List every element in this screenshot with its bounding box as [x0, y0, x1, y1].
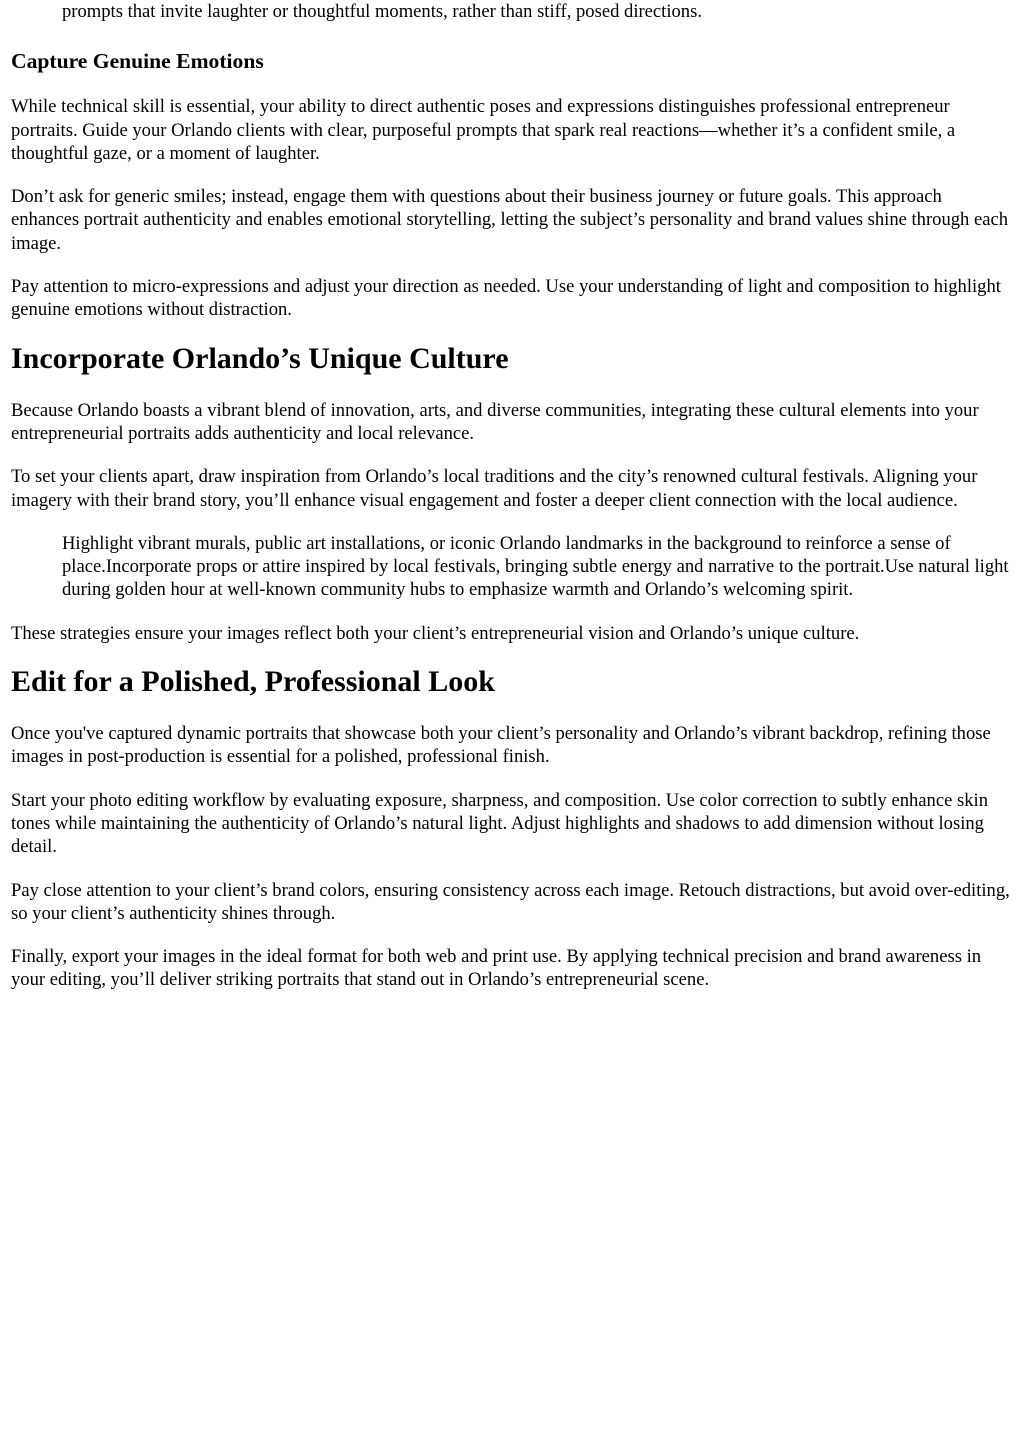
paragraph-edit-1: Once you've captured dynamic portraits that showcase both your client’s personality and Orlando’s vibrant backdrop, refining those images in post-production is essential for a polished, professional finish. [11, 723, 991, 768]
paragraph-edit-3: Pay close attention to your client’s brand colors, ensuring consistency across each image. Retouch distractions, but avoid over-editing, so your client’s authenticity shines through. [11, 879, 1010, 924]
paragraph-edit-4: Finally, export your images in the ideal format for both web and print use. By applying technical precision and brand awareness in your editing, you’ll deliver striking portraits that stand out in Orlando’s entrepreneurial scene. [11, 946, 982, 991]
paragraph-emotions-3: Pay attention to micro-expressions and adjust your direction as needed. Use your understanding of light and composition to highlight genuine emotions without distraction. [11, 276, 1001, 321]
paragraph-edit-2: Start your photo editing workflow by evaluating exposure, sharpness, and composition. Use color correction to subtly enhance skin tones while maintaining the authenticity of Orlando’s natural light. Adjust highlights and shadows to add dimension without losing detail. [11, 789, 988, 858]
heading-capture-emotions: Capture Genuine Emotions [11, 49, 264, 74]
paragraph-culture-1: Because Orlando boasts a vibrant blend of innovation, arts, and diverse communities, integrating these cultural elements into your entrepreneurial portraits adds authenticity and local relevance. [11, 399, 979, 444]
intro-fragment: prompts that invite laughter or thoughtful moments, rather than stiff, posed directions. [62, 1, 702, 22]
article-body [11, 0, 1011, 992]
culture-strategies-list: Highlight vibrant murals, public art installations, or iconic Orlando landmarks in the background to reinforce a sense of place.Incorporate props or attire inspired by local festivals, bringing subtle energy and narrative to the portrait.Use natural light during golden hour at well-known community hubs to emphasize warmth and Orlando’s welcoming spirit. [62, 532, 1009, 601]
heading-orlando-culture: Incorporate Orlando’s Unique Culture [11, 341, 509, 375]
paragraph-emotions-2: Don’t ask for generic smiles; instead, engage them with questions about their business journey or future goals. This approach enhances portrait authenticity and enables emotional storytelling, letting the subject’s personality and brand values shine through each image. [11, 186, 1009, 254]
heading-edit-polished: Edit for a Polished, Professional Look [11, 665, 495, 699]
paragraph-culture-closing: These strategies ensure your images reflect both your client’s entrepreneurial vision and Orlando’s unique culture. [11, 622, 860, 644]
paragraph-emotions-1: While technical skill is essential, your ability to direct authentic poses and expressions distinguishes professional entrepreneur portraits. Guide your Orlando clients with clear, purposeful prompts that spark real reactions—whether it’s a confident smile, a thoughtful gaze, or a moment of laughter. [11, 96, 956, 164]
paragraph-culture-2: To set your clients apart, draw inspiration from Orlando’s local traditions and the city’s renowned cultural festivals. Aligning your imagery with their brand story, you’ll enhance visual engagement and foster a deeper client connection with the local audience. [11, 466, 978, 511]
